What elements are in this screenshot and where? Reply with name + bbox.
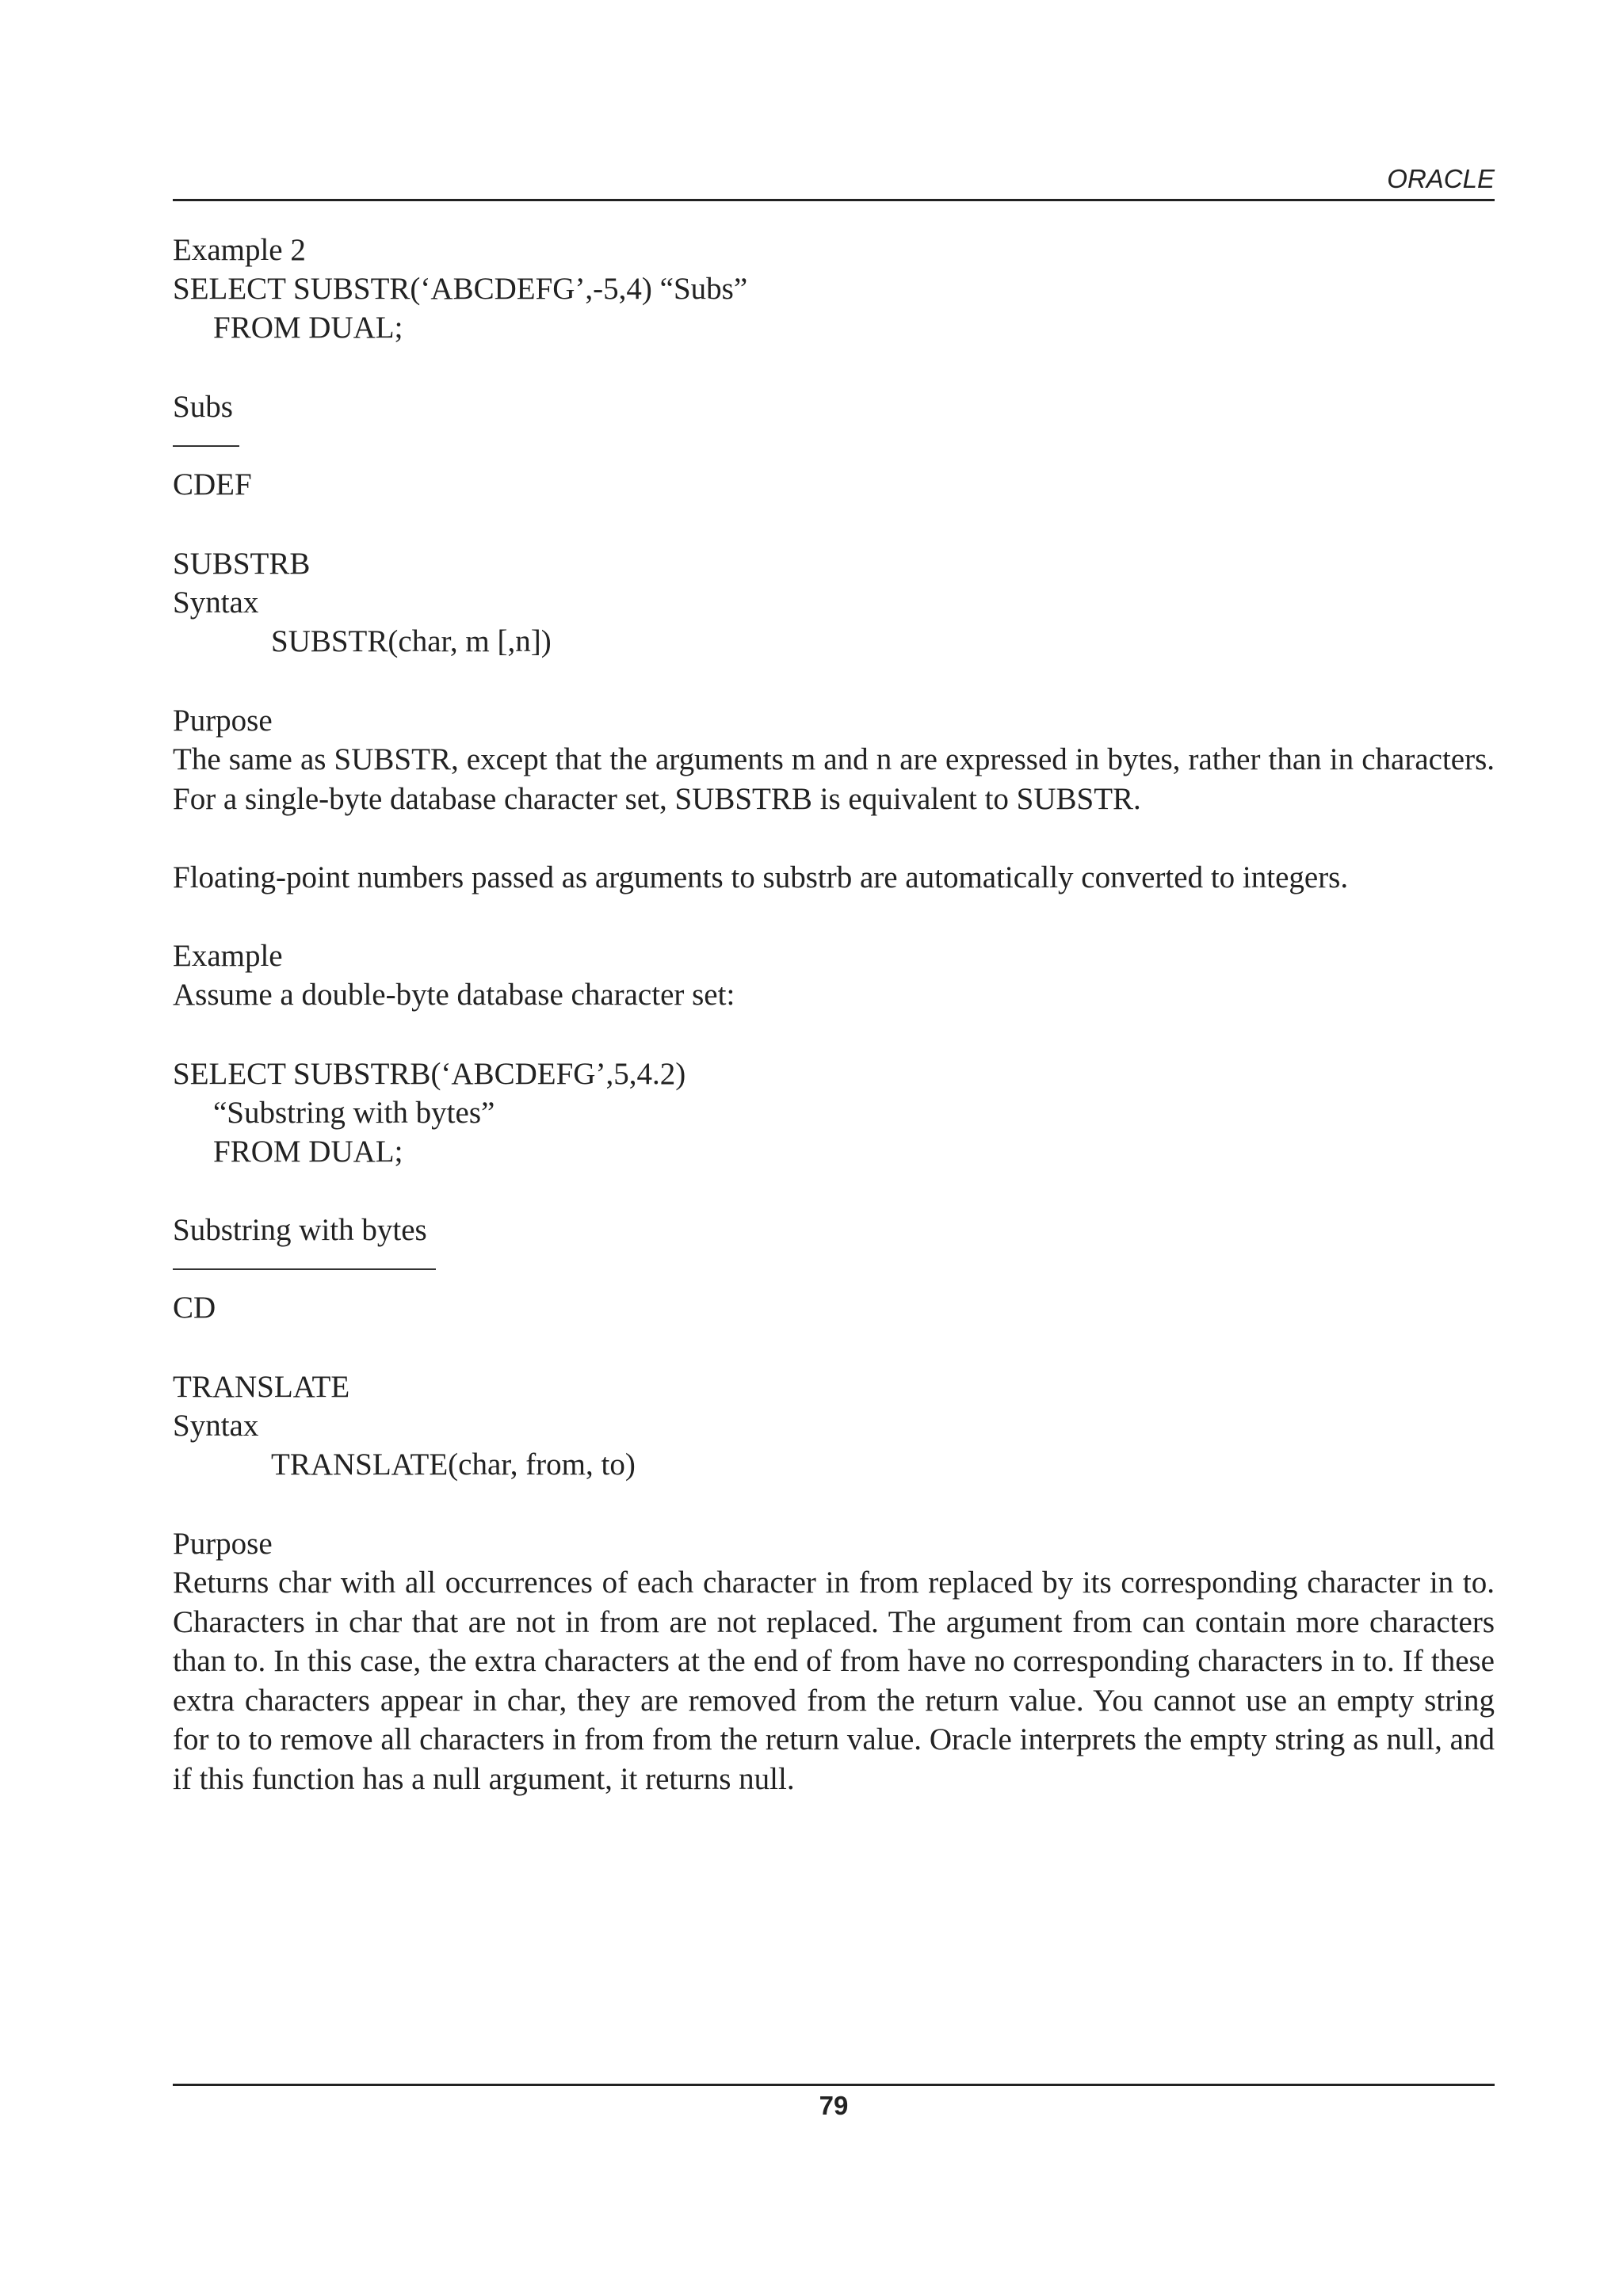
- substrb-result-value: CD: [173, 1291, 216, 1325]
- substrb-purpose-text: The same as SUBSTR, except that the arguments m and n are expressed in bytes, rather than in characters. For a single-byte database character set, SUBSTRB is equivalent to SUBSTR.: [173, 742, 1495, 816]
- translate-syntax-label: Syntax: [173, 1409, 259, 1443]
- substrb-query-line1: SELECT SUBSTRB(‘ABCDEFG’,5,4.2): [173, 1057, 686, 1091]
- substrb-title: SUBSTRB: [173, 547, 311, 581]
- substrb-result-header: Substring with bytes: [173, 1213, 427, 1247]
- substrb-example-desc: Assume a double-byte database character set:: [173, 978, 735, 1012]
- example2-result-value: CDEF: [173, 467, 252, 502]
- substrb-purpose-label: Purpose: [173, 704, 273, 738]
- example2-heading: Example 2: [173, 233, 306, 267]
- translate-purpose-label: Purpose: [173, 1527, 273, 1561]
- substrb-note: Floating-point numbers passed as arguments to substrb are automatically converted to integers.: [173, 860, 1349, 894]
- substrb-syntax-label: Syntax: [173, 585, 259, 620]
- substrb-syntax: SUBSTR(char, m [,n]): [271, 624, 552, 658]
- example2-result-underline: [173, 445, 239, 447]
- page-number: 79: [819, 2091, 849, 2120]
- example2-query-line2: FROM DUAL;: [213, 311, 403, 345]
- footer-rule: [173, 2084, 1495, 2086]
- running-header: ORACLE: [1387, 164, 1495, 193]
- translate-purpose-text: Returns char with all occurrences of each character in from replaced by its corresponding character in to. Characters in char that are not in from are not replaced. The argument from can contain more characters than to. In this case, the extra characters at the end of from have no corresponding characters in to. If these extra characters appear in char, they are removed from the return value. You cannot use an empty string for to to remove all characters in from from the return value. Oracle interprets the empty string as null, and if this function has a null argument, it returns null.: [173, 1566, 1495, 1796]
- header-rule: [173, 199, 1495, 201]
- example2-query-line1: SELECT SUBSTR(‘ABCDEFG’,-5,4) “Subs”: [173, 272, 748, 306]
- substrb-result-underline: [173, 1268, 436, 1270]
- substrb-query-line3: FROM DUAL;: [213, 1135, 403, 1169]
- translate-title: TRANSLATE: [173, 1370, 350, 1404]
- example2-result-header: Subs: [173, 390, 233, 424]
- translate-syntax: TRANSLATE(char, from, to): [271, 1447, 636, 1482]
- substrb-query-line2: “Substring with bytes”: [213, 1096, 495, 1130]
- substrb-example-label: Example: [173, 939, 283, 973]
